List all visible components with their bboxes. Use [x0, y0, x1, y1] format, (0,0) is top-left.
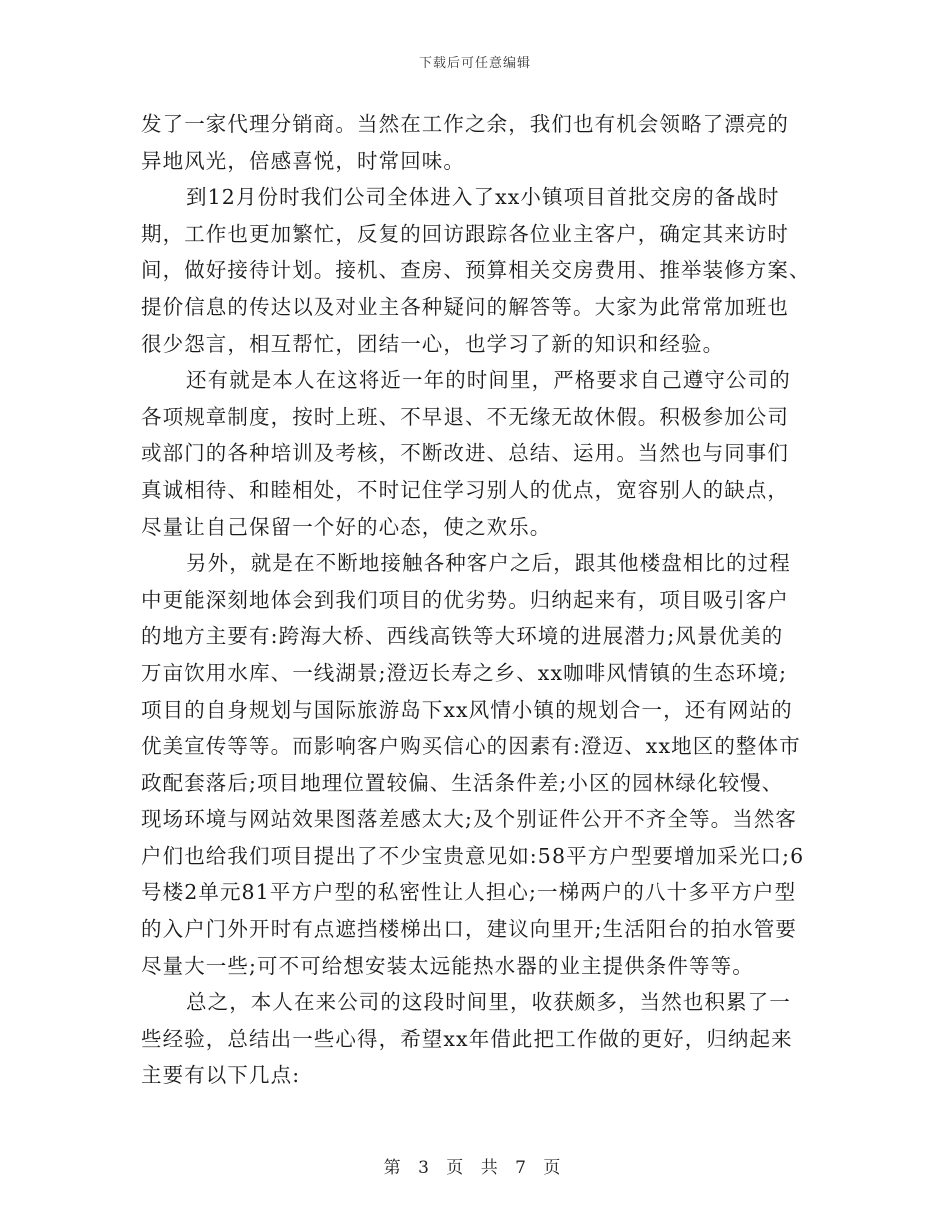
paragraph-first-line: 总之，本人在来公司的这段时间里，收获颇多，当然也积累了一 — [186, 990, 791, 1015]
text-line: 真诚相待、和睦相处，不时记住学习别人的优点，宽容别人的缺点， — [141, 477, 789, 502]
text-line: 期，工作也更加繁忙，反复的回访跟踪各位业主客户，确定其来访时 — [141, 221, 789, 246]
paragraph-first-line: 到12月份时我们公司全体进入了xx小镇项目首批交房的备战时 — [186, 185, 780, 210]
text-line: 万亩饮用水库、一线湖景;澄迈长寿之乡、xx咖啡风情镇的生态环境; — [141, 660, 788, 685]
text-line: 的地方主要有:跨海大桥、西线高铁等大环境的进展潜力;风景优美的 — [141, 624, 784, 649]
paragraph-first-line: 另外，就是在不断地接触各种客户之后，跟其他楼盘相比的过程 — [186, 551, 791, 576]
page-number-footer: 第 3 页 共 7 页 — [383, 1158, 567, 1178]
text-line: 的入户门外开时有点遮挡楼梯出口，建议向里开;生活阳台的拍水管要 — [141, 917, 798, 942]
text-line: 中更能深刻地体会到我们项目的优劣势。归纳起来有，项目吸引客户 — [141, 587, 789, 612]
text-line: 尽量让自己保留一个好的心态，使之欢乐。 — [141, 514, 552, 539]
text-line: 异地风光，倍感喜悦，时常回味。 — [141, 148, 465, 173]
text-line: 项目的自身规划与国际旅游岛下xx风情小镇的规划合一，还有网站的 — [141, 697, 793, 722]
text-line: 或部门的各种培训及考核，不断改进、总结、运用。当然也与同事们 — [141, 441, 789, 466]
text-line: 号楼2单元81平方户型的私密性让人担心;一梯两户的八十多平方户型 — [141, 880, 797, 905]
text-line: 户们也给我们项目提出了不少宝贵意见如:58平方户型要增加采光口;6 — [141, 843, 805, 868]
text-line: 各项规章制度，按时上班、不早退、不无缘无故休假。积极参加公司 — [141, 404, 789, 429]
text-line: 现场环境与网站效果图落差感太大;及个别证件公开不齐全等。当然客 — [141, 807, 798, 832]
text-line: 主要有以下几点: — [141, 1063, 301, 1088]
text-line: 间，做好接待计划。接机、查房、预算相关交房费用、推举装修方案、 — [141, 258, 811, 283]
text-line: 尽量大一些;可不可给想安装太远能热水器的业主提供条件等等。 — [141, 953, 754, 978]
document-body — [141, 106, 811, 1094]
text-line: 提价信息的传达以及对业主各种疑问的解答等。大家为此常常加班也 — [141, 294, 789, 319]
page-header: 下载后可任意编辑 — [418, 56, 531, 71]
paragraph-first-line: 还有就是本人在这将近一年的时间里，严格要求自己遵守公司的 — [186, 368, 791, 393]
text-line: 发了一家代理分销商。当然在工作之余，我们也有机会领略了漂亮的 — [141, 112, 789, 136]
text-line: 很少怨言，相互帮忙，团结一心，也学习了新的知识和经验。 — [141, 331, 725, 356]
text-line: 政配套落后;项目地理位置较偏、生活条件差;小区的园林绿化较慢、 — [141, 770, 784, 795]
text-line: 些经验，总结出一些心得，希望xx年借此把工作做的更好，归纳起来 — [141, 1026, 793, 1051]
text-line: 优美宣传等等。而影响客户购买信心的因素有:澄迈、xx地区的整体市 — [141, 734, 801, 759]
